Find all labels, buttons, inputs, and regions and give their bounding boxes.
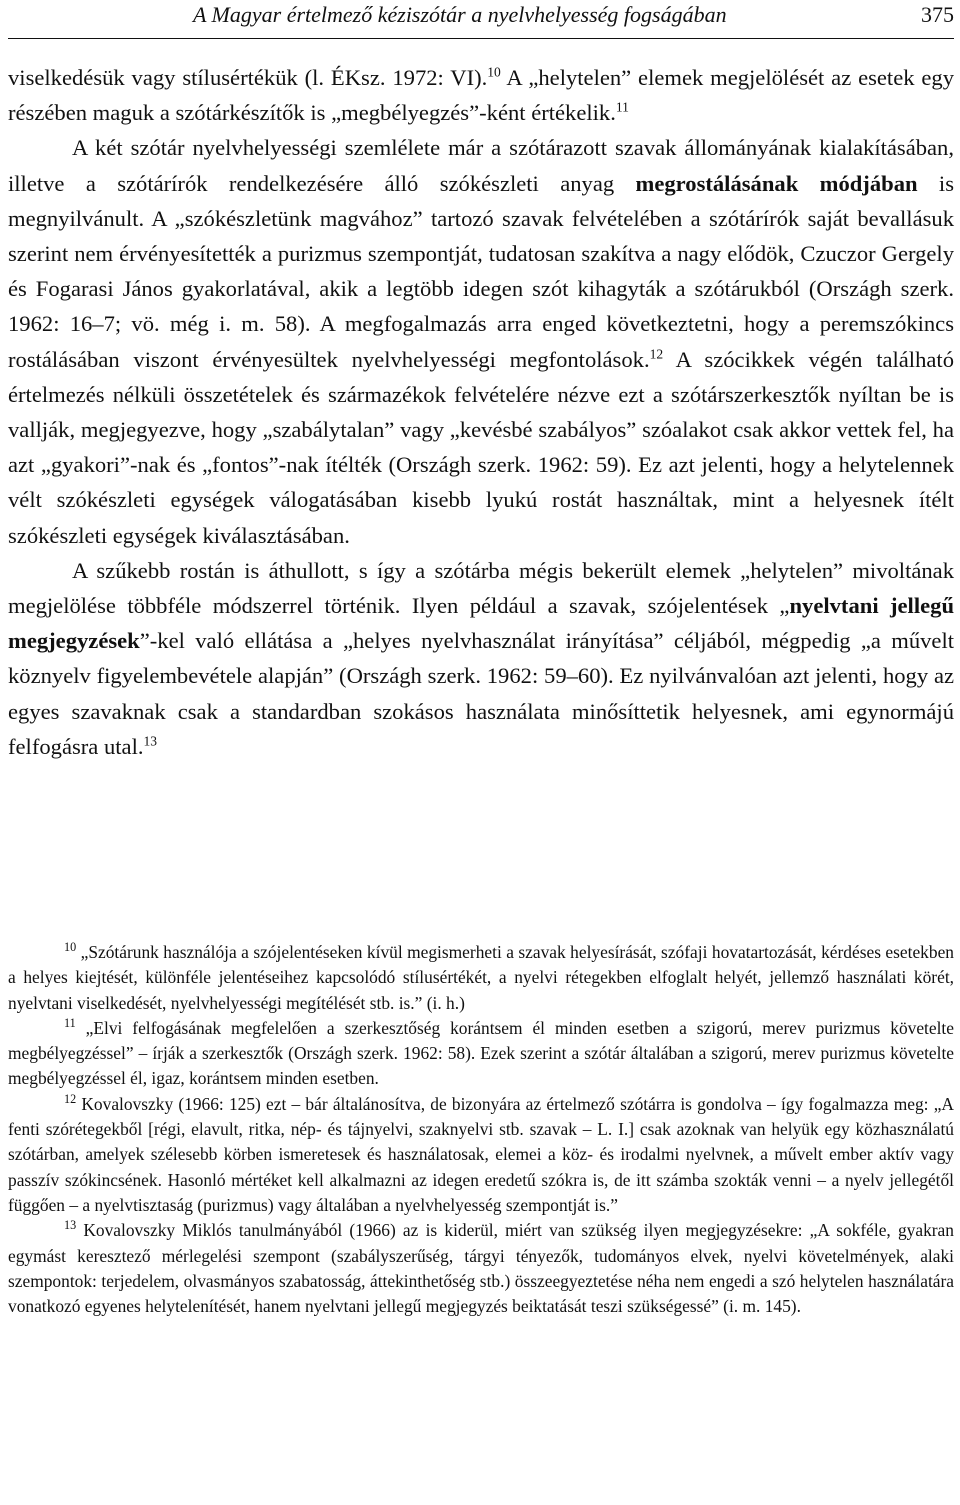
footnote bbox=[8, 1092, 954, 1218]
main-text bbox=[8, 60, 954, 764]
emphasis-bold: nyelvtani jellegű megjegyzések bbox=[8, 593, 955, 654]
footnote-ref[interactable]: 13 bbox=[143, 733, 158, 749]
emphasis-bold: megrostálásának módjában bbox=[635, 170, 918, 196]
text-run: A szócikkek végén található értelmezés nélküli összetételek és származékok felvételére nézve ezt a szótárszerkesztők nyíltan be is vallják, megjegyezve, hogy „szabálytalan” vagy „kevésbé szabályos” szóalakot csak akkor vettek fel, ha azt „gyakori”-nak és „fontos”-nak ítélték (Országh szerk. 1962: 59). Ez azt jelenti, hogy a helytelennek vélt szókészleti egységek válogatásában kisebb lyukú rostát használtak, mint a helyesnek ítélt szókészleti egységek kiválasztásában. bbox=[8, 346, 954, 548]
footnote-number: 13 bbox=[64, 1218, 77, 1233]
running-title: A Magyar értelmező kéziszótár a nyelvhelyesség fogságában bbox=[193, 2, 727, 27]
footnote-number: 11 bbox=[64, 1016, 76, 1031]
footnote bbox=[8, 940, 954, 1016]
footnote-number: 12 bbox=[64, 1091, 77, 1106]
page-number: 375 bbox=[921, 2, 954, 27]
footnote-text: Kovalovszky Miklós tanulmányából (1966) az is kiderül, miért van szükség ilyen megjegyzésekre: „A sokféle, gyakran egymást keresztező mérlegelési szempont (szabályszerűség, tárgyi tényezők, tudományos elvek, nyelvi követelmények, alaki szempontok: terjedelem, olvasmányos szabatosság, áttekinthetőség stb.) összeegyeztetése néha nem engedi a szó helytelen használatára vonatkozó egyenes helytelenítését, hanem nyelvtani jellegű megjegyzés beiktatását teszi szükségessé” (i. m. 145). bbox=[8, 1220, 954, 1317]
footnote bbox=[8, 1218, 954, 1319]
paragraph bbox=[8, 553, 954, 764]
text-run: A „helytelen” elemek megjelölését az esetek egy részében maguk a szótárkészítők is „megbélyegzés”-ként értékelik. bbox=[8, 65, 954, 126]
footnotes bbox=[8, 940, 954, 1319]
footnote-ref[interactable]: 10 bbox=[487, 64, 501, 80]
footnote-text: „Elvi felfogásának megfelelően a szerkesztőség korántsem él minden esetben a szigorú, merev purizmus követelte megbélyegzéssel” – írják a szerkesztők (Országh szerk. 1962: 58). Ezek szerint a szótár általában a szigorú, merev purizmus követelte megbélyegzéssel él, igaz, korántsem minden esetben. bbox=[8, 1017, 954, 1089]
footnote-ref[interactable]: 11 bbox=[615, 99, 629, 115]
text-run: A két szótár nyelvhelyességi szemlélete már a szótárazott szavak állományának kialakításában, illetve a szótárírók rendelkezésére álló szókészleti anyag bbox=[8, 135, 954, 196]
footnote-number: 10 bbox=[64, 940, 77, 955]
footnote-ref[interactable]: 12 bbox=[649, 346, 664, 362]
footnote bbox=[8, 1016, 954, 1092]
text-run: viselkedésük vagy stílusértékük (l. ÉKsz. 1972: VI). bbox=[8, 65, 488, 90]
paragraph bbox=[8, 130, 954, 552]
text-run: ”-kel való ellátása a „helyes nyelvhasználat irányítása” céljából, mégpedig „a művelt köznyelv figyelembevétele alapján” (Országh szerk. 1962: 59–60). Ez nyilvánvalóan azt jelenti, hogy az egyes szavaknak csak a standardban szokásos használata minősíttetik helyesnek, ami egynormájú felfogásra utal. bbox=[8, 628, 954, 759]
text-run: A szűkebb rostán is áthullott, s így a szótárba mégis bekerült elemek „helytelen” mivoltának megjelölése többféle módszerrel történik. Ilyen például a szavak, szójelentések „ bbox=[8, 557, 954, 619]
paragraph bbox=[8, 60, 954, 130]
footnote-text: Kovalovszky (1966: 125) ezt – bár általánosítva, de bizonyára az értelmező szótárra is gondolva – így fogalmazza meg: „A fenti szórétegekből [régi, elavult, ritka, nép- és tájnyelvi, szaknyelvi stb. szavak – L. I.] csak azoknak van helyük egy közhasználatú szótárban, amelyek szélesebb körben ismeretesek és használatosak, elemei a köz- és irodalmi nyelvnek, a művelt ember aktív vagy passzív szókincsének. Hasonló mértéket kell alkalmazni az idegen eredetű szókra is, de itt számba szokták venni – a nyelv jellegétől függően – a nyelvtisztaság (purizmus) vagy általában a nyelvhelyesség szempontját is.” bbox=[8, 1093, 954, 1215]
running-header bbox=[8, 0, 954, 39]
text-run: is megnyilvánult. A „szókészletünk magvához” tartozó szavak felvételében a szótárírók saját bevallásuk szerint nem érvényesítették a purizmus szempontját, tudatosan szakítva a nagy elődök, Czuczor Gergely és Fogarasi János gyakorlatával, akik a legtöbb idegen szót kihagyták a szótárukból (Országh szerk. 1962: 16–7; vö. még i. m. 58). A megfogalmazás arra enged következtetni, hogy a peremszókincs rostálásában viszont érvényesültek nyelvhelyességi megfontolások. bbox=[8, 170, 954, 372]
footnote-text: „Szótárunk használója a szójelentéseken kívül megismerheti a szavak helyesírását, szófaji hovatartozását, kérdéses esetekben a helyes kiejtését, különféle jelentéseihez kapcsolódó stílusértékét, a nyelvi rétegekben elfoglalt helyét, jellemző használati körét, nyelvtani viselkedését, nyelvhelyességi megítélését stb. is.” (i. h.) bbox=[8, 942, 954, 1013]
